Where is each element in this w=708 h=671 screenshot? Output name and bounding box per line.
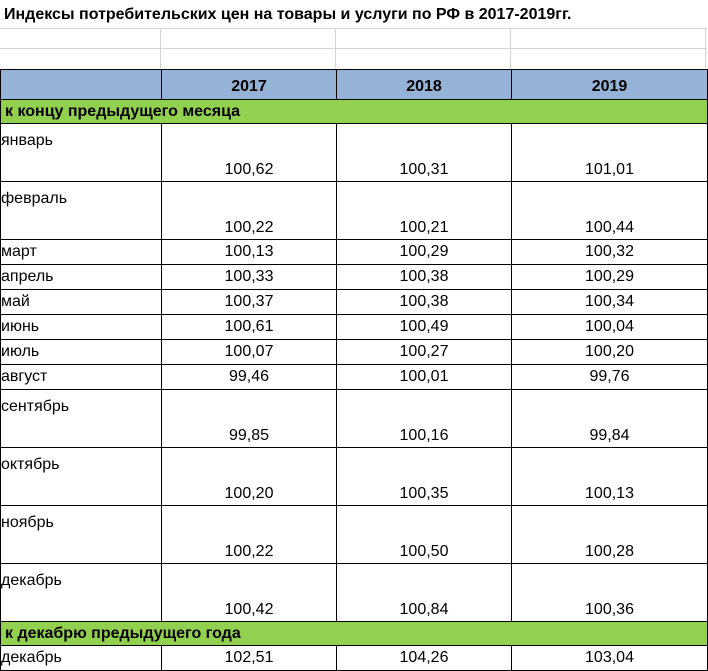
section-label[interactable]: к декабрю предыдущего года xyxy=(1,622,708,646)
table-row xyxy=(1,340,708,365)
section-label[interactable]: к концу предыдущего месяца xyxy=(1,100,708,124)
month-cell[interactable]: февраль xyxy=(1,182,162,240)
value-cell[interactable]: 100,49 xyxy=(337,315,512,340)
value-cell[interactable]: 100,20 xyxy=(162,448,337,506)
value-cell[interactable]: 99,46 xyxy=(162,365,337,390)
value-cell[interactable]: 100,22 xyxy=(162,506,337,564)
value-cell[interactable]: 100,29 xyxy=(512,265,708,290)
table-row xyxy=(1,506,708,564)
header-cell-2017[interactable]: 2017 xyxy=(162,70,337,100)
value-cell[interactable]: 100,38 xyxy=(337,265,512,290)
value-cell[interactable]: 100,50 xyxy=(337,506,512,564)
value-cell[interactable]: 100,20 xyxy=(512,340,708,365)
month-cell[interactable]: май xyxy=(1,290,162,315)
value-cell[interactable]: 100,38 xyxy=(337,290,512,315)
table-row xyxy=(1,646,708,671)
table-row xyxy=(1,182,708,240)
table-row xyxy=(1,315,708,340)
month-cell[interactable]: январь xyxy=(1,124,162,182)
value-cell[interactable]: 100,21 xyxy=(337,182,512,240)
value-cell[interactable]: 100,07 xyxy=(162,340,337,365)
header-cell-blank[interactable] xyxy=(1,70,162,100)
gridline xyxy=(510,28,511,68)
month-cell[interactable]: март xyxy=(1,240,162,265)
value-cell[interactable]: 99,85 xyxy=(162,390,337,448)
cpi-table xyxy=(0,69,708,671)
value-cell[interactable]: 100,13 xyxy=(512,448,708,506)
month-cell[interactable]: сентябрь xyxy=(1,390,162,448)
value-cell[interactable]: 99,84 xyxy=(512,390,708,448)
value-cell[interactable]: 100,35 xyxy=(337,448,512,506)
table-row xyxy=(1,265,708,290)
value-cell[interactable]: 100,36 xyxy=(512,564,708,622)
value-cell[interactable]: 100,22 xyxy=(162,182,337,240)
value-cell[interactable]: 100,84 xyxy=(337,564,512,622)
gridline xyxy=(335,28,336,68)
value-cell[interactable]: 100,34 xyxy=(512,290,708,315)
header-cell-2018[interactable]: 2018 xyxy=(337,70,512,100)
table-row xyxy=(1,365,708,390)
sheet-title: Индексы потребительских цен на товары и услуги по РФ в 2017-2019гг. xyxy=(4,6,572,23)
table-row xyxy=(1,290,708,315)
table-row xyxy=(1,448,708,506)
gridline xyxy=(0,48,707,49)
table-row xyxy=(1,124,708,182)
value-cell[interactable]: 100,29 xyxy=(337,240,512,265)
month-cell[interactable]: ноябрь xyxy=(1,506,162,564)
value-cell[interactable]: 104,26 xyxy=(337,646,512,671)
gridline xyxy=(160,28,161,68)
value-cell[interactable]: 100,42 xyxy=(162,564,337,622)
value-cell[interactable]: 100,27 xyxy=(337,340,512,365)
month-cell[interactable]: июль xyxy=(1,340,162,365)
value-cell[interactable]: 100,32 xyxy=(512,240,708,265)
value-cell[interactable]: 99,76 xyxy=(512,365,708,390)
table-row xyxy=(1,564,708,622)
table-row xyxy=(1,240,708,265)
value-cell[interactable]: 101,01 xyxy=(512,124,708,182)
header-row xyxy=(1,70,708,100)
value-cell[interactable]: 100,04 xyxy=(512,315,708,340)
value-cell[interactable]: 100,28 xyxy=(512,506,708,564)
table-row xyxy=(1,390,708,448)
value-cell[interactable]: 100,37 xyxy=(162,290,337,315)
section-row xyxy=(1,622,708,646)
value-cell[interactable]: 100,62 xyxy=(162,124,337,182)
value-cell[interactable]: 100,31 xyxy=(337,124,512,182)
month-cell[interactable]: декабрь xyxy=(1,646,162,671)
section-row xyxy=(1,100,708,124)
header-cell-2019[interactable]: 2019 xyxy=(512,70,708,100)
value-cell[interactable]: 100,61 xyxy=(162,315,337,340)
month-cell[interactable]: июнь xyxy=(1,315,162,340)
value-cell[interactable]: 102,51 xyxy=(162,646,337,671)
month-cell[interactable]: август xyxy=(1,365,162,390)
month-cell[interactable]: декабрь xyxy=(1,564,162,622)
value-cell[interactable]: 100,33 xyxy=(162,265,337,290)
value-cell[interactable]: 100,44 xyxy=(512,182,708,240)
value-cell[interactable]: 100,01 xyxy=(337,365,512,390)
month-cell[interactable]: апрель xyxy=(1,265,162,290)
month-cell[interactable]: октябрь xyxy=(1,448,162,506)
gridline xyxy=(0,28,707,29)
value-cell[interactable]: 103,04 xyxy=(512,646,708,671)
value-cell[interactable]: 100,16 xyxy=(337,390,512,448)
value-cell[interactable]: 100,13 xyxy=(162,240,337,265)
table-body xyxy=(1,100,708,671)
gridline xyxy=(705,28,706,68)
